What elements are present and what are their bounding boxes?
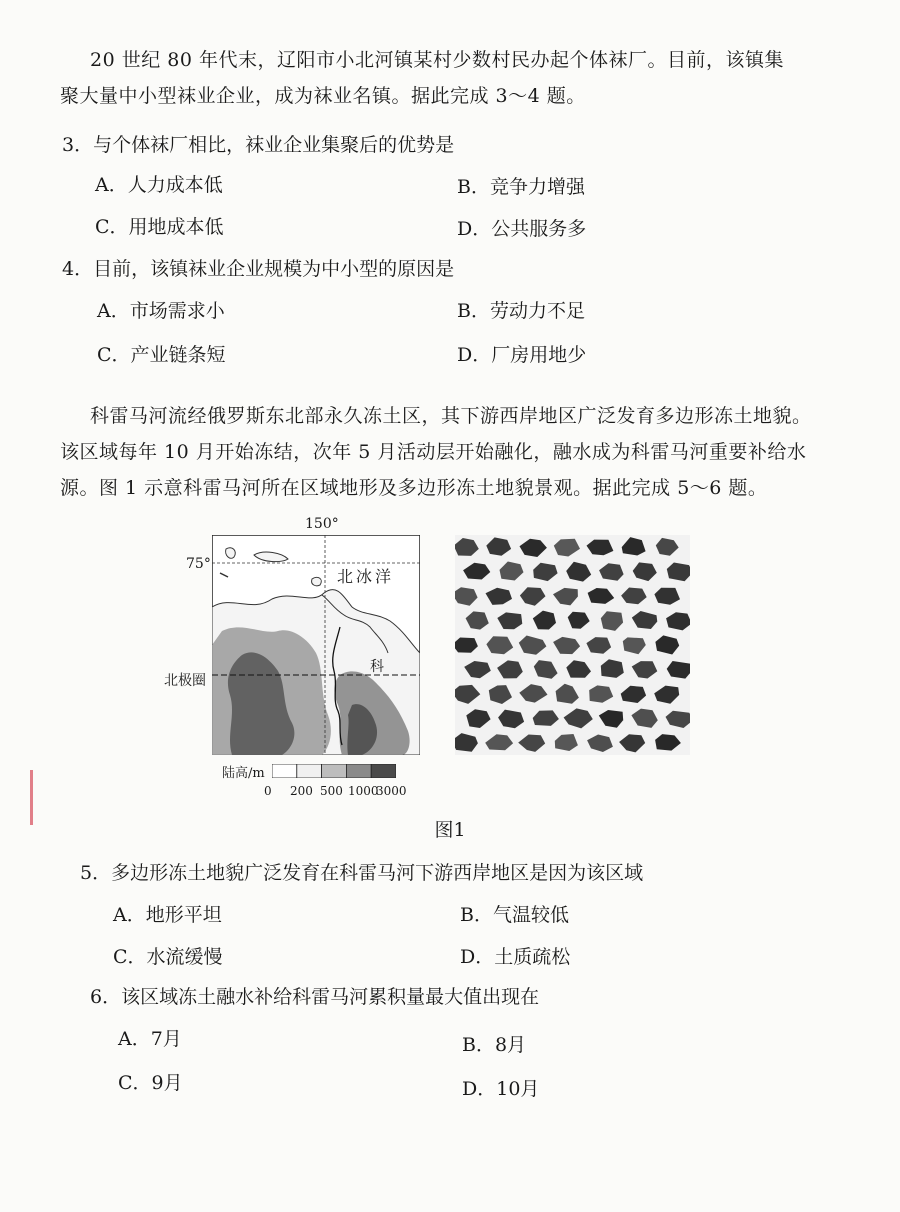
island-4	[312, 577, 322, 585]
question-4-stem: 4．目前，该镇袜业企业规模为中小型的原因是	[62, 258, 455, 280]
question-5	[80, 858, 643, 888]
question-5-option-a[interactable]: A．地形平坦	[113, 904, 222, 926]
question-3-option-c[interactable]: C．用地成本低	[95, 216, 224, 238]
legend-swatch	[322, 764, 347, 778]
question-5-option-d[interactable]: D．土质疏松	[460, 946, 571, 968]
legend-swatch	[297, 764, 322, 778]
question-5-option-b[interactable]: B．气温较低	[460, 904, 569, 926]
island-1	[226, 548, 236, 559]
legend-tick: 500	[320, 784, 343, 798]
question-4-option-c[interactable]: C．产业链条短	[97, 344, 226, 366]
question-3-option-b[interactable]: B．竞争力增强	[457, 176, 585, 198]
question-6-stem: 6．该区域冻土融水补给科雷马河累积量最大值出现在	[90, 986, 540, 1008]
passage-2	[60, 398, 860, 506]
lon-label: 150°	[305, 516, 339, 532]
polygon-permafrost-photo	[455, 535, 690, 755]
question-4	[62, 254, 454, 284]
passage-2-line-3: 源。图 1 示意科雷马河所在区域地形及多边形冻土地貌景观。据此完成 5～6 题。	[60, 477, 768, 499]
question-6-option-a[interactable]: A．7月	[118, 1028, 182, 1050]
passage-1-line-1: 20 世纪 80 年代末，辽阳市小北河镇某村少数村民办起个体袜厂。目前，该镇集	[90, 49, 784, 71]
question-6-option-b[interactable]: B．8月	[462, 1034, 527, 1056]
passage-2-line-2: 该区域每年 10 月开始冻结，次年 5 月活动层开始融化，融水成为科雷马河重要补给水	[60, 441, 807, 463]
lat-label: 75°	[186, 556, 211, 572]
question-5-option-c[interactable]: C．水流缓慢	[113, 946, 223, 968]
figure-caption: 图1	[434, 819, 466, 841]
question-6-option-d[interactable]: D．10月	[462, 1078, 540, 1100]
legend-swatch	[346, 764, 371, 778]
question-3-stem: 3．与个体袜厂相比，袜业企业集聚后的优势是	[62, 134, 455, 156]
legend-title: 陆高/m	[222, 766, 265, 781]
ocean-label: 北冰洋	[337, 567, 395, 586]
question-5-stem: 5．多边形冻土地貌广泛发育在科雷马河下游西岸地区是因为该区域	[80, 862, 644, 884]
passage-1-line-2: 聚大量中小型袜业企业，成为袜业名镇。据此完成 3～4 题。	[60, 85, 586, 107]
legend-ticks	[264, 784, 414, 800]
question-6	[90, 982, 539, 1012]
question-4-option-a[interactable]: A．市场需求小	[97, 300, 225, 322]
legend-tick: 3000	[376, 784, 407, 798]
question-3	[62, 130, 454, 160]
passage-2-line-1: 科雷马河流经俄罗斯东北部永久冻土区，其下游西岸地区广泛发育多边形冻土地貌。	[90, 405, 812, 427]
legend-bar	[272, 764, 396, 778]
question-3-option-d[interactable]: D．公共服务多	[457, 218, 587, 240]
legend-tick: 1000	[348, 784, 379, 798]
legend-swatch	[272, 764, 297, 778]
legend-tick: 200	[290, 784, 313, 798]
question-4-option-d[interactable]: D．厂房用地少	[457, 344, 587, 366]
arctic-circle-label: 北极圈	[164, 673, 206, 689]
legend-swatch	[371, 764, 396, 778]
passage-1	[60, 42, 850, 114]
question-6-option-c[interactable]: C．9月	[118, 1072, 183, 1094]
river-label: 科	[370, 659, 384, 675]
question-4-option-b[interactable]: B．劳动力不足	[457, 300, 585, 322]
question-3-option-a[interactable]: A．人力成本低	[95, 174, 223, 196]
legend-tick: 0	[264, 784, 272, 798]
